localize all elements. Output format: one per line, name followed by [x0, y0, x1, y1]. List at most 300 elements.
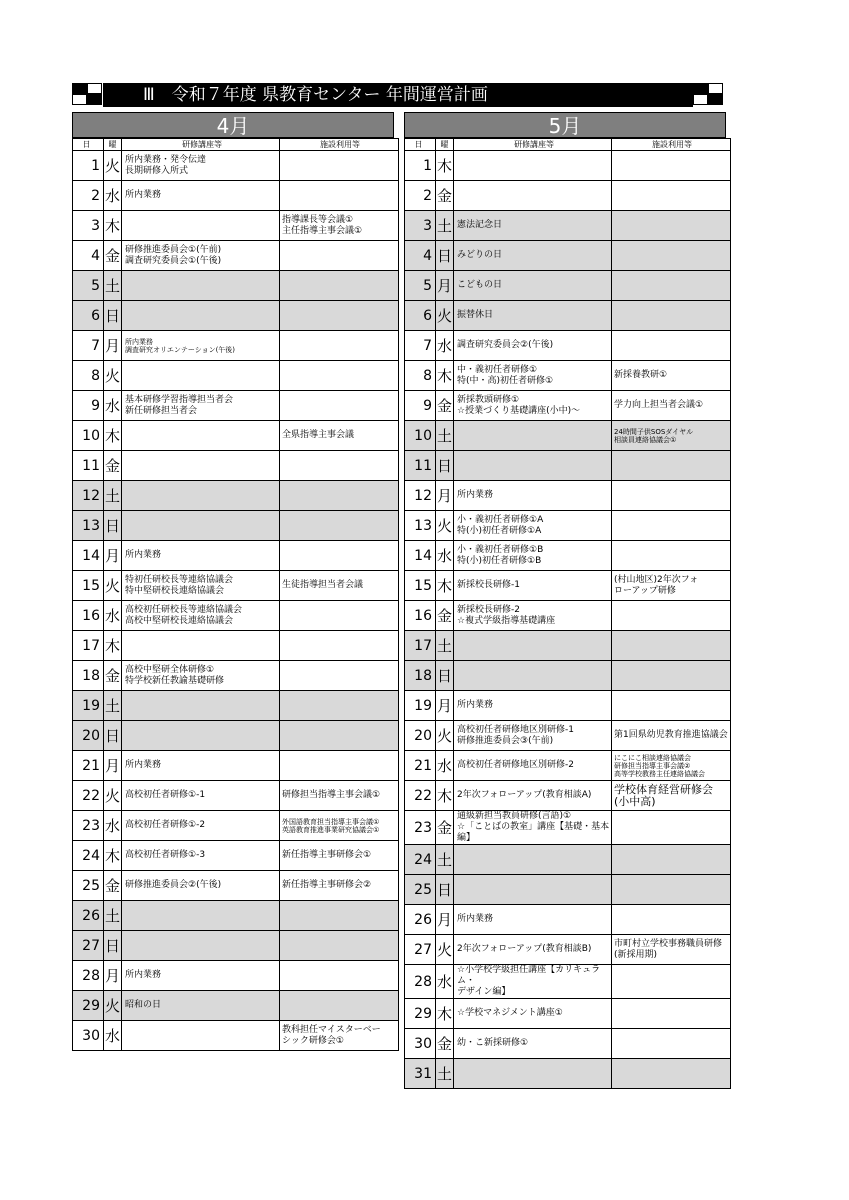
schedule-table	[72, 138, 399, 1051]
day-number: 21	[73, 751, 104, 781]
facility-cell: 第1回県幼児教育推進協議会	[612, 721, 731, 751]
day-number: 13	[405, 511, 436, 541]
table-row	[405, 241, 731, 271]
facility-cell	[612, 999, 731, 1029]
event-cell: 新採校長研修-2 ☆複式学級指導基礎講座	[454, 601, 612, 631]
event-cell: 振替休日	[454, 301, 612, 331]
header-weekday: 曜	[104, 139, 122, 151]
table-row	[405, 511, 731, 541]
facility-cell	[612, 875, 731, 905]
table-row	[73, 781, 399, 811]
day-number: 3	[73, 211, 104, 241]
facility-cell	[280, 241, 399, 271]
facility-cell	[612, 331, 731, 361]
day-number: 9	[73, 391, 104, 421]
day-number: 21	[405, 751, 436, 781]
weekday: 日	[436, 451, 454, 481]
facility-cell	[612, 691, 731, 721]
table-row	[73, 241, 399, 271]
banner-right-checker	[693, 83, 724, 107]
facility-cell	[280, 451, 399, 481]
event-cell: 新採教頭研修① ☆授業づくり基礎講座(小中)～	[454, 391, 612, 421]
facility-cell: 外国語教育担当指導主事会議① 英語教育推進事業研究協議会①	[280, 811, 399, 841]
weekday: 水	[436, 965, 454, 999]
day-number: 25	[405, 875, 436, 905]
facility-cell	[280, 481, 399, 511]
month-title: 4月	[72, 112, 394, 138]
facility-cell	[612, 541, 731, 571]
facility-cell: 学校体育経営研修会 (小中高)	[612, 781, 731, 811]
table-row	[73, 151, 399, 181]
event-cell: 憲法記念日	[454, 211, 612, 241]
day-number: 1	[405, 151, 436, 181]
table-row	[73, 271, 399, 301]
table-row	[405, 361, 731, 391]
day-number: 30	[405, 1029, 436, 1059]
event-cell: 調査研究委員会②(午後)	[454, 331, 612, 361]
day-number: 6	[73, 301, 104, 331]
day-number: 10	[405, 421, 436, 451]
day-number: 8	[73, 361, 104, 391]
weekday: 土	[436, 211, 454, 241]
table-row	[405, 661, 731, 691]
facility-cell	[612, 451, 731, 481]
weekday: 月	[104, 751, 122, 781]
event-cell	[122, 721, 280, 751]
event-cell	[454, 875, 612, 905]
day-number: 12	[73, 481, 104, 511]
month-title: 5月	[404, 112, 726, 138]
day-number: 16	[73, 601, 104, 631]
event-cell: 所内業務	[454, 905, 612, 935]
table-row	[73, 541, 399, 571]
event-cell	[454, 181, 612, 211]
facility-cell	[612, 811, 731, 845]
day-number: 9	[405, 391, 436, 421]
day-number: 18	[73, 661, 104, 691]
table-row	[73, 391, 399, 421]
table-row	[405, 181, 731, 211]
facility-cell	[280, 391, 399, 421]
day-number: 29	[405, 999, 436, 1029]
facility-cell	[612, 845, 731, 875]
table-row	[405, 451, 731, 481]
day-number: 27	[73, 931, 104, 961]
weekday: 土	[104, 481, 122, 511]
table-row	[405, 691, 731, 721]
page-banner	[72, 83, 724, 107]
weekday: 日	[104, 301, 122, 331]
event-cell	[454, 151, 612, 181]
day-number: 18	[405, 661, 436, 691]
event-cell	[122, 271, 280, 301]
table-row	[73, 451, 399, 481]
day-number: 8	[405, 361, 436, 391]
table-row	[73, 331, 399, 361]
table-row	[73, 661, 399, 691]
event-cell: 所内業務 調査研究オリエンテーション(午後)	[122, 331, 280, 361]
weekday: 火	[436, 721, 454, 751]
weekday: 火	[436, 301, 454, 331]
table-row	[405, 481, 731, 511]
event-cell: 基本研修学習指導担当者会 新任研修担当者会	[122, 391, 280, 421]
table-row	[405, 935, 731, 965]
facility-cell	[612, 1029, 731, 1059]
facility-cell	[280, 901, 399, 931]
day-number: 30	[73, 1021, 104, 1051]
event-cell: 昭和の日	[122, 991, 280, 1021]
weekday: 木	[436, 361, 454, 391]
facility-cell	[280, 991, 399, 1021]
facility-cell	[280, 751, 399, 781]
event-cell	[454, 1059, 612, 1089]
table-row	[73, 631, 399, 661]
day-number: 20	[73, 721, 104, 751]
page-title: Ⅲ 令和７年度 県教育センター 年間運営計画	[103, 83, 693, 107]
event-cell: 新採校長研修-1	[454, 571, 612, 601]
facility-cell	[612, 905, 731, 935]
month-table-may	[404, 112, 726, 1089]
weekday: 月	[436, 271, 454, 301]
schedule-table	[404, 138, 731, 1089]
event-cell: 高校初任者研修地区別研修-1 研修推進委員会③(午前)	[454, 721, 612, 751]
weekday: 土	[436, 1059, 454, 1089]
event-cell	[122, 451, 280, 481]
event-cell: 所内業務・発令伝達 長期研修入所式	[122, 151, 280, 181]
table-row	[73, 811, 399, 841]
facility-cell: 生徒指導担当者会議	[280, 571, 399, 601]
table-row	[73, 961, 399, 991]
facility-cell	[612, 481, 731, 511]
day-number: 28	[73, 961, 104, 991]
facility-cell: 新任指導主事研修会②	[280, 871, 399, 901]
facility-cell	[612, 211, 731, 241]
facility-cell	[280, 151, 399, 181]
weekday: 金	[104, 661, 122, 691]
table-row	[73, 421, 399, 451]
weekday: 日	[104, 931, 122, 961]
day-number: 13	[73, 511, 104, 541]
day-number: 12	[405, 481, 436, 511]
table-row	[73, 751, 399, 781]
table-row	[405, 571, 731, 601]
day-number: 4	[73, 241, 104, 271]
weekday: 木	[104, 841, 122, 871]
table-row	[73, 601, 399, 631]
table-row	[73, 841, 399, 871]
day-number: 29	[73, 991, 104, 1021]
event-cell: 所内業務	[122, 541, 280, 571]
day-number: 31	[405, 1059, 436, 1089]
table-row	[405, 1059, 731, 1089]
day-number: 19	[405, 691, 436, 721]
weekday: 月	[104, 331, 122, 361]
weekday: 金	[436, 811, 454, 845]
facility-cell	[280, 301, 399, 331]
facility-cell	[280, 271, 399, 301]
weekday: 土	[436, 845, 454, 875]
weekday: 日	[104, 721, 122, 751]
day-number: 10	[73, 421, 104, 451]
facility-cell: にこにこ相談連絡協議会 研修担当指導主事会議② 高等学校教務主任連絡協議会	[612, 751, 731, 781]
facility-cell	[280, 541, 399, 571]
event-cell: 高校初任者研修地区別研修-2	[454, 751, 612, 781]
event-cell	[122, 211, 280, 241]
event-cell: 小・義初任者研修①B 特(小)初任者研修①B	[454, 541, 612, 571]
event-cell	[122, 361, 280, 391]
weekday: 土	[104, 691, 122, 721]
day-number: 24	[405, 845, 436, 875]
day-number: 2	[405, 181, 436, 211]
facility-cell	[280, 631, 399, 661]
weekday: 金	[436, 1029, 454, 1059]
weekday: 水	[104, 601, 122, 631]
facility-cell	[612, 965, 731, 999]
event-cell: 2年次フォローアップ(教育相談B)	[454, 935, 612, 965]
table-row	[73, 931, 399, 961]
weekday: 火	[104, 781, 122, 811]
facility-cell: 新任指導主事研修会①	[280, 841, 399, 871]
facility-cell	[612, 241, 731, 271]
table-row	[73, 991, 399, 1021]
facility-cell	[612, 1059, 731, 1089]
table-row	[405, 631, 731, 661]
facility-cell	[280, 511, 399, 541]
day-number: 19	[73, 691, 104, 721]
table-row	[405, 721, 731, 751]
day-number: 22	[405, 781, 436, 811]
weekday: 木	[104, 421, 122, 451]
facility-cell	[280, 691, 399, 721]
table-row	[405, 271, 731, 301]
day-number: 15	[73, 571, 104, 601]
weekday: 水	[436, 541, 454, 571]
facility-cell: 市町村立学校事務職員研修(新採用期)	[612, 935, 731, 965]
day-number: 5	[405, 271, 436, 301]
event-cell	[454, 631, 612, 661]
facility-cell: 研修担当指導主事会議①	[280, 781, 399, 811]
day-number: 3	[405, 211, 436, 241]
table-header-row	[73, 139, 399, 151]
day-number: 23	[73, 811, 104, 841]
facility-cell	[280, 721, 399, 751]
event-cell	[122, 301, 280, 331]
event-cell: 高校初任者研修①-2	[122, 811, 280, 841]
day-number: 7	[405, 331, 436, 361]
event-cell: 所内業務	[454, 691, 612, 721]
weekday: 日	[436, 661, 454, 691]
weekday: 土	[436, 631, 454, 661]
facility-cell: (村山地区)2年次フォ ローアップ研修	[612, 571, 731, 601]
event-cell	[122, 421, 280, 451]
weekday: 水	[104, 181, 122, 211]
header-facility: 施設利用等	[612, 139, 731, 151]
table-row	[405, 391, 731, 421]
weekday: 月	[436, 481, 454, 511]
table-row	[405, 999, 731, 1029]
weekday: 木	[436, 151, 454, 181]
weekday: 金	[104, 871, 122, 901]
header-facility: 施設利用等	[280, 139, 399, 151]
weekday: 木	[436, 781, 454, 811]
event-cell: 小・義初任者研修①A 特(小)初任者研修①A	[454, 511, 612, 541]
weekday: 日	[104, 511, 122, 541]
weekday: 火	[436, 935, 454, 965]
event-cell: 所内業務	[122, 181, 280, 211]
table-row	[73, 721, 399, 751]
facility-cell: 指導課長等会議① 主任指導主事会議①	[280, 211, 399, 241]
header-day: 日	[73, 139, 104, 151]
month-table-april	[72, 112, 394, 1051]
table-row	[405, 301, 731, 331]
banner-left-checker	[72, 83, 103, 107]
event-cell: 高校初任者研修①-3	[122, 841, 280, 871]
event-cell	[122, 1021, 280, 1051]
facility-cell: 全県指導主事会議	[280, 421, 399, 451]
weekday: 火	[104, 151, 122, 181]
table-row	[73, 1021, 399, 1051]
day-number: 28	[405, 965, 436, 999]
facility-cell	[280, 361, 399, 391]
day-number: 22	[73, 781, 104, 811]
table-row	[405, 601, 731, 631]
table-row	[405, 875, 731, 905]
day-number: 26	[73, 901, 104, 931]
facility-cell	[612, 511, 731, 541]
weekday: 日	[436, 241, 454, 271]
event-cell: 通級新担当教員研修(言語)① ☆「ことばの教室」講座【基礎・基本編】	[454, 811, 612, 845]
weekday: 火	[104, 991, 122, 1021]
event-cell	[122, 901, 280, 931]
table-row	[73, 481, 399, 511]
table-row	[405, 151, 731, 181]
day-number: 23	[405, 811, 436, 845]
weekday: 水	[104, 1021, 122, 1051]
weekday: 木	[104, 631, 122, 661]
event-cell: ☆小学校学級担任講座【カリキュラム・ デザイン編】	[454, 965, 612, 999]
weekday: 水	[436, 751, 454, 781]
facility-cell	[612, 271, 731, 301]
table-row	[73, 211, 399, 241]
facility-cell	[612, 601, 731, 631]
table-row	[405, 811, 731, 845]
table-row	[73, 871, 399, 901]
event-cell: ☆学校マネジメント講座①	[454, 999, 612, 1029]
day-number: 15	[405, 571, 436, 601]
facility-cell	[612, 181, 731, 211]
event-cell	[454, 451, 612, 481]
facility-cell	[612, 301, 731, 331]
table-row	[405, 421, 731, 451]
header-events: 研修講座等	[454, 139, 612, 151]
weekday: 金	[436, 601, 454, 631]
event-cell: 所内業務	[122, 961, 280, 991]
day-number: 1	[73, 151, 104, 181]
table-row	[73, 361, 399, 391]
day-number: 26	[405, 905, 436, 935]
table-row	[405, 211, 731, 241]
table-row	[405, 751, 731, 781]
day-number: 17	[73, 631, 104, 661]
table-row	[73, 571, 399, 601]
weekday: 水	[104, 391, 122, 421]
day-number: 17	[405, 631, 436, 661]
event-cell: 高校初任者研修①-1	[122, 781, 280, 811]
weekday: 水	[104, 811, 122, 841]
event-cell: こどもの日	[454, 271, 612, 301]
facility-cell	[280, 661, 399, 691]
table-row	[73, 181, 399, 211]
day-number: 14	[405, 541, 436, 571]
weekday: 金	[436, 391, 454, 421]
day-number: 4	[405, 241, 436, 271]
day-number: 14	[73, 541, 104, 571]
day-number: 24	[73, 841, 104, 871]
table-row	[73, 691, 399, 721]
weekday: 金	[104, 241, 122, 271]
weekday: 土	[436, 421, 454, 451]
table-row	[405, 541, 731, 571]
table-row	[405, 331, 731, 361]
table-row	[73, 511, 399, 541]
weekday: 月	[104, 541, 122, 571]
facility-cell: 教科担任マイスターベー シック研修会①	[280, 1021, 399, 1051]
weekday: 金	[104, 451, 122, 481]
day-number: 27	[405, 935, 436, 965]
weekday: 日	[436, 875, 454, 905]
event-cell	[122, 631, 280, 661]
facility-cell	[280, 181, 399, 211]
weekday: 月	[436, 905, 454, 935]
facility-cell: 新採養教研①	[612, 361, 731, 391]
facility-cell	[280, 931, 399, 961]
day-number: 11	[73, 451, 104, 481]
event-cell	[122, 691, 280, 721]
day-number: 16	[405, 601, 436, 631]
day-number: 2	[73, 181, 104, 211]
weekday: 木	[436, 999, 454, 1029]
event-cell: 研修推進委員会②(午後)	[122, 871, 280, 901]
weekday: 月	[104, 961, 122, 991]
table-row	[73, 901, 399, 931]
weekday: 月	[436, 691, 454, 721]
weekday: 火	[104, 571, 122, 601]
weekday: 水	[436, 331, 454, 361]
facility-cell	[612, 631, 731, 661]
table-row	[405, 845, 731, 875]
day-number: 20	[405, 721, 436, 751]
facility-cell	[612, 151, 731, 181]
table-row	[73, 301, 399, 331]
event-cell: 2年次フォローアップ(教育相談A)	[454, 781, 612, 811]
event-cell: 所内業務	[454, 481, 612, 511]
event-cell: 研修推進委員会①(午前) 調査研究委員会①(午後)	[122, 241, 280, 271]
facility-cell	[280, 601, 399, 631]
facility-cell	[280, 331, 399, 361]
event-cell: 所内業務	[122, 751, 280, 781]
day-number: 6	[405, 301, 436, 331]
weekday: 土	[104, 271, 122, 301]
day-number: 11	[405, 451, 436, 481]
weekday: 火	[436, 511, 454, 541]
event-cell	[454, 845, 612, 875]
event-cell: 特初任研校長等連絡協議会 特中堅研校長連絡協議会	[122, 571, 280, 601]
event-cell: 中・義初任者研修① 特(中・高)初任者研修①	[454, 361, 612, 391]
day-number: 7	[73, 331, 104, 361]
facility-cell	[612, 661, 731, 691]
event-cell	[122, 511, 280, 541]
header-day: 日	[405, 139, 436, 151]
